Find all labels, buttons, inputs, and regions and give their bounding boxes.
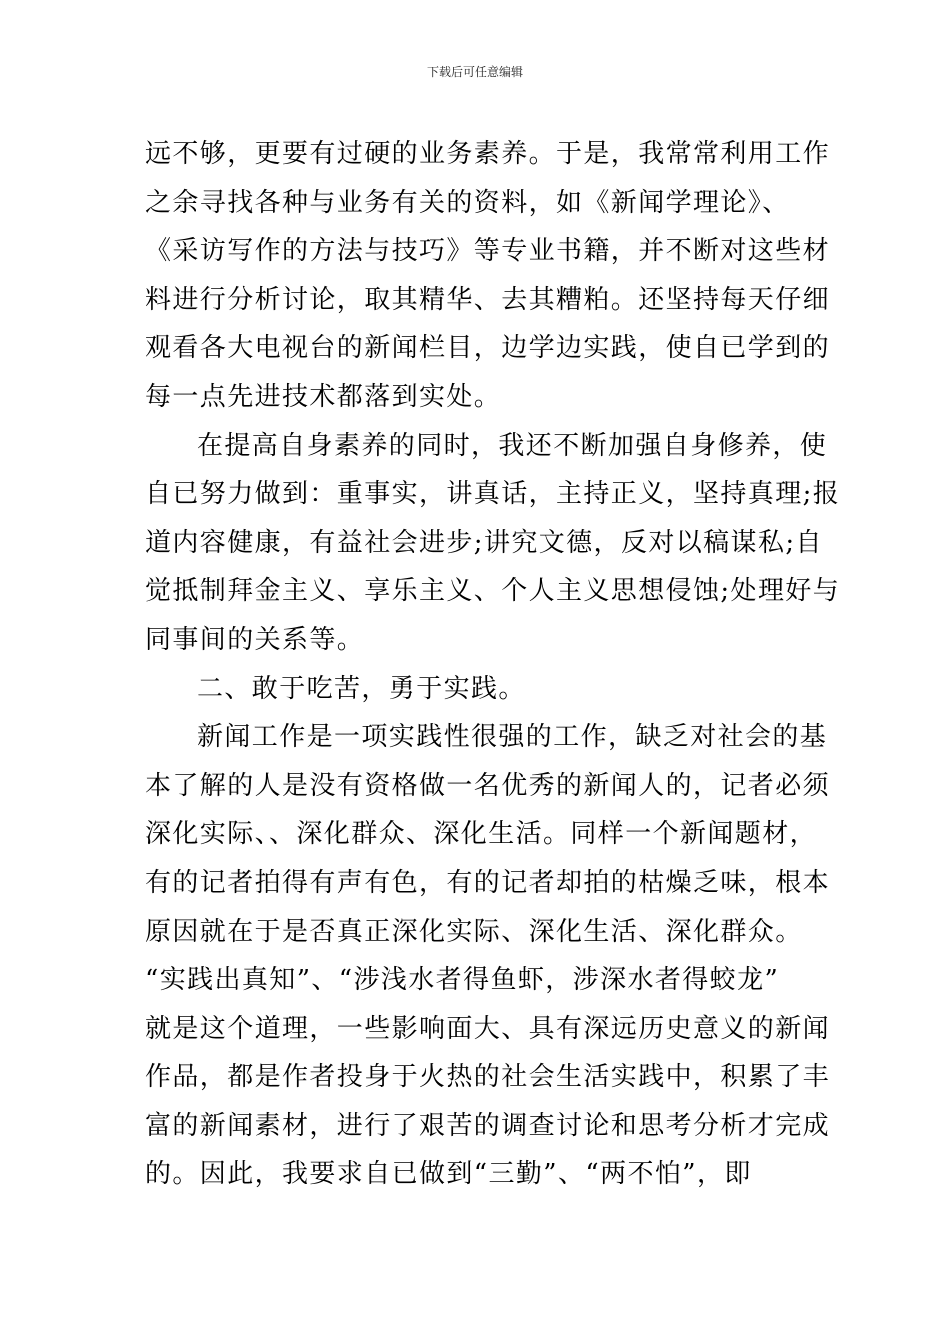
section-heading: 二、敢于吃苦，勇于实践。 [197, 673, 526, 704]
text-line: 之余寻找各种与业务有关的资料，如《新闻学理论》、 [145, 187, 790, 218]
text-line: 同事间的关系等。 [145, 624, 365, 655]
text-line: 觉抵制拜金主义、享乐主义、个人主义思想侵蚀;处理好与 [145, 576, 841, 607]
page-header: 下载后可任意编辑 [426, 65, 523, 79]
text-line: 自已努力做到：重事实，讲真话，主持正义，坚持真理;报 [145, 479, 841, 510]
text-line: 富的新闻素材，进行了艰苦的调查讨论和思考分析才完成 [145, 1110, 831, 1141]
text-line: 观看各大电视台的新闻栏目，边学边实践，使自已学到的 [145, 333, 831, 364]
document-body [145, 130, 841, 1199]
text-line: “实践出真知”、“涉浅水者得鱼虾，涉深水者得蛟龙” [145, 965, 780, 996]
text-line: 《采访写作的方法与技巧》等专业书籍，并不断对这些材 [145, 236, 831, 267]
text-line: 就是这个道理，一些影响面大、具有深远历史意义的新闻 [145, 1013, 831, 1044]
text-line: 本了解的人是没有资格做一名优秀的新闻人的，记者必须 [145, 770, 831, 801]
text-line: 每一点先进技术都落到实处。 [145, 381, 502, 412]
text-line: 的。因此，我要求自已做到“三勤”、“两不怕”，即 [145, 1159, 752, 1190]
text-line: 深化实际、、深化群众、深化生活。同样一个新闻题材， [145, 819, 818, 850]
text-line: 远不够，更要有过硬的业务素养。于是，我常常利用工作 [145, 139, 831, 169]
paragraph-start-line: 新闻工作是一项实践性很强的工作，缺乏对社会的基 [197, 722, 828, 753]
text-line: 原因就在于是否真正深化实际、深化生活、深化群众。 [145, 916, 803, 947]
paragraph-start-line: 在提高自身素养的同时，我还不断加强自身修养，使 [197, 430, 828, 461]
text-line: 有的记者拍得有声有色，有的记者却拍的枯燥乏味，根本 [145, 867, 831, 898]
text-line: 料进行分析讨论，取其精华、去其糟粕。还坚持每天仔细 [145, 284, 831, 315]
text-line: 作品，都是作者投身于火热的社会生活实践中，积累了丰 [145, 1062, 831, 1093]
text-line: 道内容健康，有益社会进步;讲究文德，反对以稿谋私;自 [145, 527, 823, 558]
